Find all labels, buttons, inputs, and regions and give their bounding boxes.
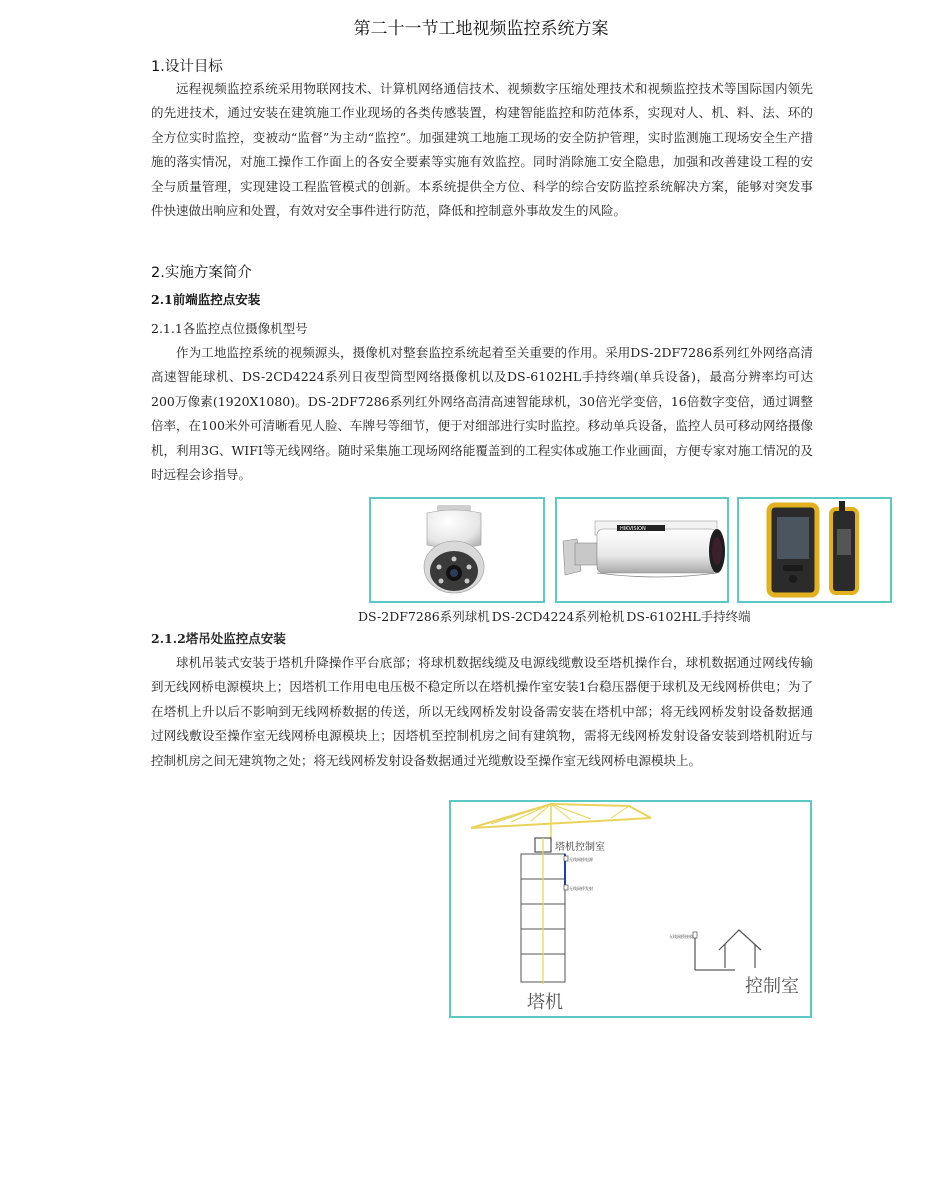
label-tower-crane: 塔机 — [527, 992, 563, 1013]
page-title: 第二十一节工地视频监控系统方案 — [353, 19, 609, 39]
section-heading-design-goal: 1.设计目标 — [151, 59, 223, 75]
caption-handheld-terminal: DS-6102HL手持终端 — [626, 609, 751, 624]
bullet-camera-illustration — [557, 499, 727, 601]
tower-crane-heading-text: 2.1.2塔吊处监控点安装 — [151, 631, 286, 646]
dome-camera-illustration — [371, 499, 543, 601]
handheld-terminal-illustration — [739, 499, 890, 601]
subsection-heading-camera-models: 2.1.1各监控点位摄像机型号 — [151, 321, 308, 336]
image-captions — [358, 607, 753, 625]
handheld-terminal-image — [737, 497, 892, 603]
caption-bullet-camera: DS-2CD4224系列枪机 — [491, 609, 625, 624]
bullet-camera-image — [555, 497, 729, 603]
label-control-room: 控制室 — [745, 976, 799, 997]
caption-dome-camera: DS-2DF7286系列球机 — [358, 609, 490, 624]
tower-crane-diagram-svg — [451, 802, 810, 1016]
label-crane-cab: 塔机控制室 — [555, 842, 605, 853]
label-bridge-transmitter: 无线网桥发射 — [569, 886, 593, 891]
section-heading-implementation: 2.实施方案简介 — [151, 265, 252, 281]
design-goal-paragraph: 远程视频监控系统采用物联网技术、计算机网络通信技术、视频数字压缩处理技术和视频监控技术等国际国内领先的先进技术，通过安装在建筑施工作业现场的各类传感装置，构建智能监控和防范体系，实现对人、机、料、法、环的全方位实时监控，变被动“监督”为主动“监控”。加强建筑工地施工现场的安全防护管理，实时监测施工现场安全生产措施的落实情况，对施工操作工作面上的各安全要素等实施有效监控。同时消除施工安全隐患，加强和改善建设工程的安全与质量管理，实现建设工程监管模式的创新。本系统提供全方位、科学的综合安防监控系统解决方案，能够对突发事件快速做出响应和处置，有效对安全事件进行防范，降低和控制意外事故发生的风险。 — [151, 81, 813, 219]
subsection-heading-frontend: 2.1前端监控点安装 — [151, 292, 261, 307]
tower-crane-paragraph: 球机吊装式安装于塔机升降操作平台底部；将球机数据线缆及电源线缆敷设至塔机操作台，球机数据通过网线传输到无线网桥电源模块上；因塔机工作用电电压极不稳定所以在塔机操作室安装1台稳压器便于球机及无线网桥供电；为了在塔机上升以后不影响到无线网桥数据的传送，所以无线网桥发射设备需安装在塔机中部；将无线网桥发射设备数据通过网线敷设至操作室无线网桥电源模块上；因塔机至控制机房之间有建筑物，需将无线网桥发射设备安装到塔机附近与控制机房之间无建筑物之处；将无线网桥发射设备数据通过光缆敷设至操作室无线网桥电源模块上。 — [151, 655, 813, 768]
label-bridge-power: 无线网桥电源 — [569, 857, 593, 862]
camera-brand-text: HIKVISION — [620, 526, 646, 532]
tower-crane-diagram — [449, 800, 812, 1018]
subsection-heading-tower-crane — [151, 629, 286, 647]
dome-camera-image — [369, 497, 545, 603]
label-bridge-receiver: 无线网桥接收 — [669, 934, 693, 939]
camera-models-paragraph: 作为工地监控系统的视频源头，摄像机对整套监控系统起着至关重要的作用。采用DS-2DF7286系列红外网络高清高速智能球机、DS-2CD4224系列日夜型筒型网络摄像机以及DS-6102HL手持终端(单兵设备)，最高分辨率均可达200万像素(1920X1080)。DS-2DF7286系列红外网络高清高速智能球机，30倍光学变倍，16倍数字变倍，通过调整倍率，在100米外可清晰看见人脸、车牌号等细节，便于对细部进行实时监控。移动单兵设备，监控人员可移动网络摄像机，利用3G、WIFI等无线网络。随时采集施工现场网络能覆盖到的工程实体或施工作业画面，方便专家对施工情况的及时远程会诊指导。 — [151, 345, 813, 483]
